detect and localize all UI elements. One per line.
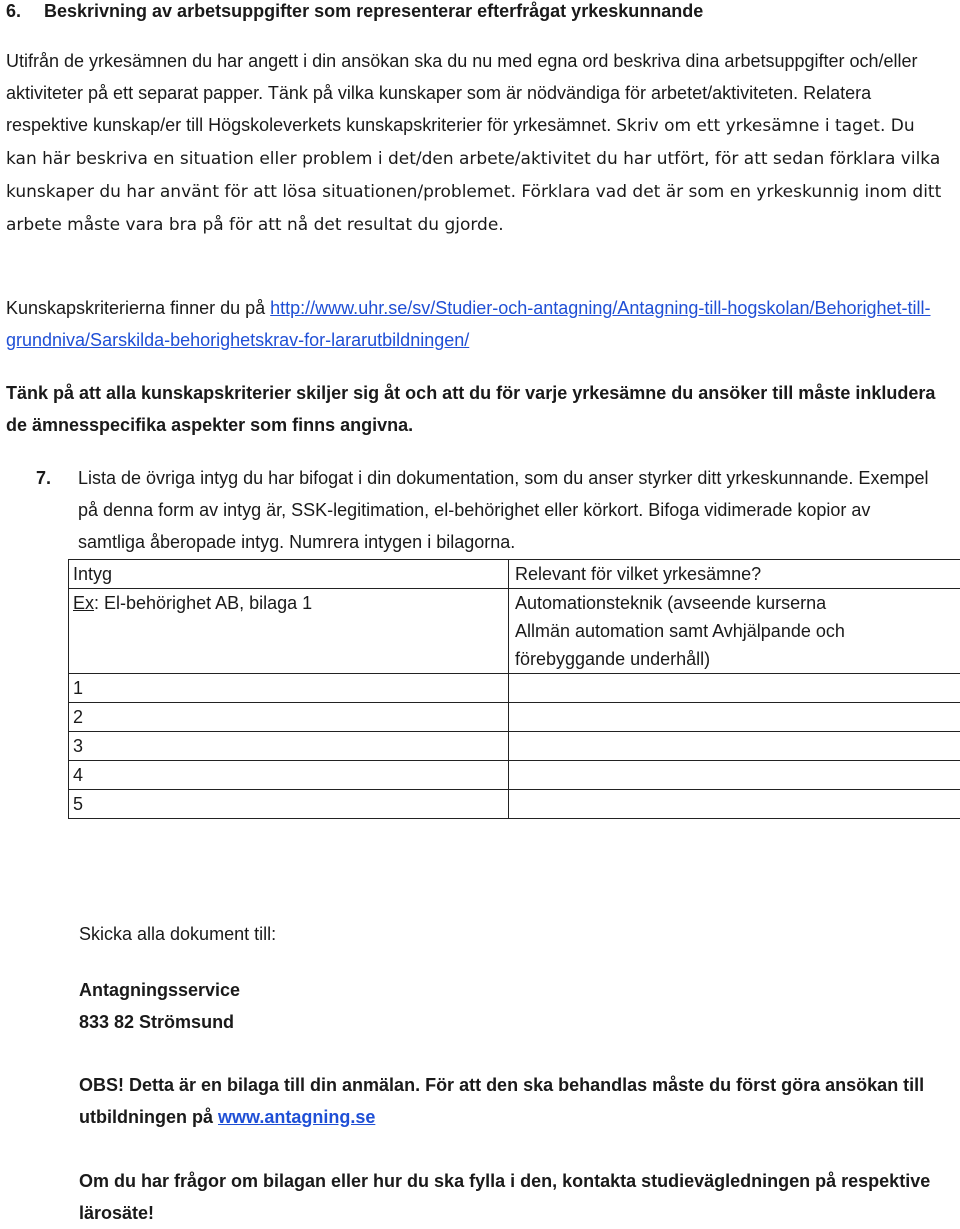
row-number-cell[interactable]: 4 <box>69 761 509 790</box>
row-number-cell[interactable]: 2 <box>69 703 509 732</box>
intro-part-a: Utifrån de yrkesämnen du har angett i din ansökan ska du nu med egna ord beskriva dina arbetsuppgifter och/eller aktiviteter på ett separat papper. Tänk på vilka kunskaper som är nödvändiga för arbetet/aktiviteten. Relatera respektive kunskap/er till Högskoleverkets kunskapskriterier för yrkesämnet. <box>6 51 918 135</box>
row-relevant-cell[interactable] <box>509 674 960 703</box>
example-relevant-line-3: förebyggande underhåll) <box>515 645 960 673</box>
example-prefix: Ex <box>73 593 94 613</box>
row-relevant-cell[interactable] <box>509 703 960 732</box>
table-header-row <box>69 560 960 589</box>
header-relevant: Relevant för vilket yrkesämne? <box>509 560 960 589</box>
section-6-intro <box>6 45 942 241</box>
intro-part-b: Skriv om ett yrkesämne i taget. Du kan här beskriva en situation eller problem i det/den arbete/aktivitet du har utfört, för att sedan förklara vilka kunskaper du har använt för att lösa situationen/problemet. Förklara vad det är som en yrkeskunnig inom ditt arbete måste vara bra på för att nå det resultat du gjorde. <box>6 116 941 235</box>
table-row <box>69 790 960 819</box>
table-row <box>69 703 960 732</box>
address-line-2: 833 82 Strömsund <box>79 1006 240 1038</box>
table-row <box>69 732 960 761</box>
antagning-link[interactable]: www.antagning.se <box>218 1107 375 1127</box>
row-number-cell[interactable]: 5 <box>69 790 509 819</box>
section-6-number: 6. <box>6 0 44 27</box>
criteria-prefix: Kunskapskriterierna finner du på <box>6 298 270 318</box>
section-6-heading <box>6 0 942 27</box>
table-example-row <box>69 589 960 674</box>
mailing-address <box>79 974 240 1038</box>
table-row <box>69 674 960 703</box>
questions-note: Om du har frågor om bilagan eller hur du ska fylla i den, kontakta studievägledningen på respektive lärosäte! <box>79 1165 936 1229</box>
header-intyg: Intyg <box>69 560 509 589</box>
row-relevant-cell[interactable] <box>509 732 960 761</box>
obs-text: OBS! Detta är en bilaga till din anmälan. För att den ska behandlas måste du först göra ansökan till utbildningen på <box>79 1075 924 1127</box>
criteria-paragraph <box>6 292 942 356</box>
send-instructions: Skicka alla dokument till: <box>79 924 276 945</box>
example-intyg-cell <box>69 589 509 674</box>
criteria-warning: Tänk på att alla kunskapskriterier skiljer sig åt och att du för varje yrkesämne du ansöker till måste inkludera de ämnesspecifika aspekter som finns angivna. <box>6 377 942 441</box>
example-relevant-cell <box>509 589 960 674</box>
example-relevant-line-1: Automationsteknik (avseende kurserna <box>515 589 960 617</box>
section-7 <box>36 462 942 558</box>
row-number-cell[interactable]: 1 <box>69 674 509 703</box>
example-rest: : El-behörighet AB, bilaga 1 <box>94 593 312 613</box>
section-7-number: 7. <box>36 462 51 494</box>
table-row <box>69 761 960 790</box>
row-relevant-cell[interactable] <box>509 790 960 819</box>
row-relevant-cell[interactable] <box>509 761 960 790</box>
example-relevant-line-2: Allmän automation samt Avhjälpande och <box>515 617 960 645</box>
row-number-cell[interactable]: 3 <box>69 732 509 761</box>
criteria-link[interactable]: http://www.uhr.se/sv/Studier-och-antagning/Antagning-till-hogskolan/Behorighet-till-grundniva/Sarskilda-behorighetskrav-for-lararutbildningen/ <box>6 298 931 350</box>
certificates-table <box>68 559 960 819</box>
address-line-1: Antagningsservice <box>79 974 240 1006</box>
section-7-text: Lista de övriga intyg du har bifogat i din dokumentation, som du anser styrker ditt yrkeskunnande. Exempel på denna form av intyg är, SSK-legitimation, el-behörighet eller körkort. Bifoga vidimerade kopior av samtliga åberopade intyg. Numrera intygen i bilagorna. <box>78 462 942 558</box>
section-6-title: Beskrivning av arbetsuppgifter som representerar efterfrågat yrkeskunnande <box>44 1 703 21</box>
obs-note <box>79 1069 936 1133</box>
